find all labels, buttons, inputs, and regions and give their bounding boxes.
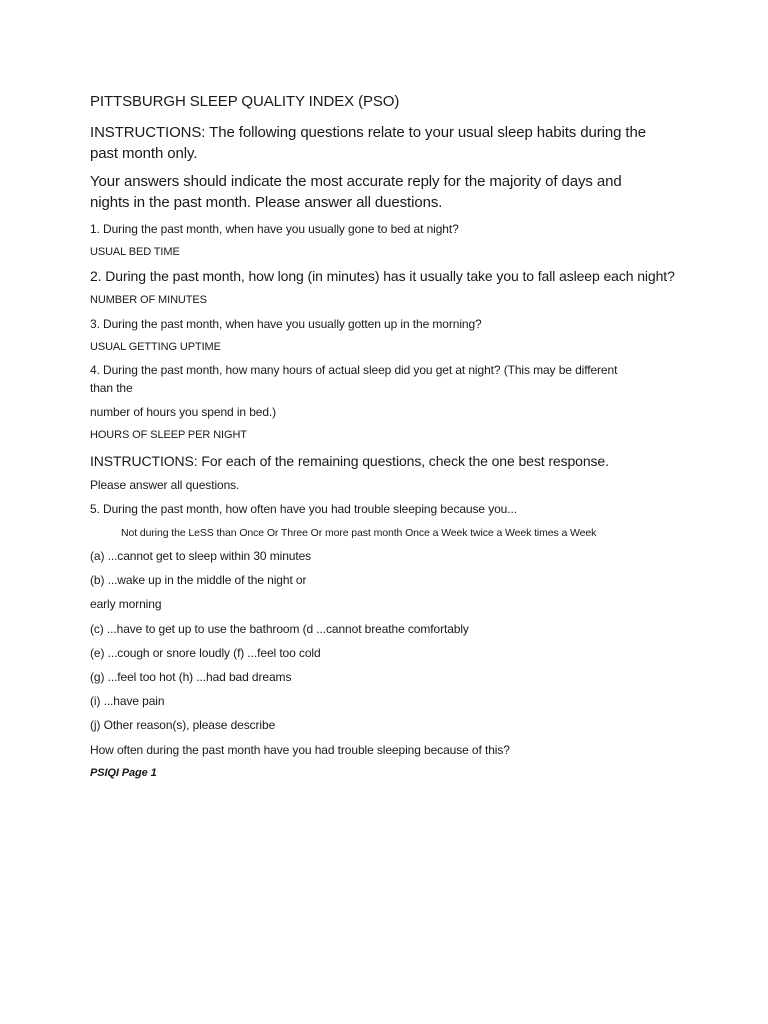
question-4-text-line-1: 4. During the past month, how many hours of actual sleep did you get at night? (This may be different	[90, 363, 618, 377]
instructions-1-line-1: INSTRUCTIONS: The following questions relate to your usual sleep habits during the	[90, 124, 646, 141]
question-5-item-e-f: (e) ...cough or snore loudly (f) ...feel too cold	[90, 646, 321, 660]
instructions-2-line-1: Your answers should indicate the most accurate reply for the majority of days and	[90, 173, 622, 190]
instructions-3-line-2: Please answer all questions.	[90, 478, 240, 492]
question-5-item-a: (a) ...cannot get to sleep within 30 minutes	[90, 549, 312, 563]
question-5-item-j: (j) Other reason(s), please describe	[90, 718, 276, 732]
question-3-text: 3. During the past month, when have you usually gotten up in the morning?	[90, 317, 482, 331]
question-2-text: 2. During the past month, how long (in minutes) has it usually take you to fall asleep each night?	[90, 268, 675, 284]
question-1-text: 1. During the past month, when have you usually gone to bed at night?	[90, 222, 459, 236]
question-4-answer-label: HOURS OF SLEEP PER NIGHT	[90, 429, 247, 441]
instructions-1-line-2: past month only.	[90, 145, 198, 162]
question-5-item-b-continued: early morning	[90, 597, 162, 611]
question-4-text-line-3: number of hours you spend in bed.)	[90, 405, 277, 419]
question-5-text: 5. During the past month, how often have you had trouble sleeping because you...	[90, 502, 517, 516]
question-3-answer-label: USUAL GETTING UPTIME	[90, 341, 221, 353]
page-footer: PSIQI Page 1	[90, 767, 157, 779]
instructions-2-line-2: nights in the past month. Please answer all duestions.	[90, 194, 443, 211]
question-1-answer-label: USUAL BED TIME	[90, 246, 180, 258]
question-5-item-g-h: (g) ...feel too hot (h) ...had bad dreams	[90, 670, 292, 684]
document-title: PITTSBURGH SLEEP QUALITY INDEX (PSO)	[90, 93, 400, 110]
instructions-3-line-1: INSTRUCTIONS: For each of the remaining questions, check the one best response.	[90, 453, 609, 469]
question-4-text-line-2: than the	[90, 381, 133, 395]
question-5-followup: How often during the past month have you had trouble sleeping because of this?	[90, 743, 510, 757]
question-2-answer-label: NUMBER OF MINUTES	[90, 294, 207, 306]
question-5-item-c-d: (c) ...have to get up to use the bathroom (d ...cannot breathe comfortably	[90, 622, 469, 636]
question-5-column-headers: Not during the LeSS than Once Or Three Or more past month Once a Week twice a Week times a Week	[121, 527, 597, 539]
question-5-item-i: (i) ...have pain	[90, 694, 165, 708]
question-5-item-b: (b) ...wake up in the middle of the night or	[90, 573, 307, 587]
